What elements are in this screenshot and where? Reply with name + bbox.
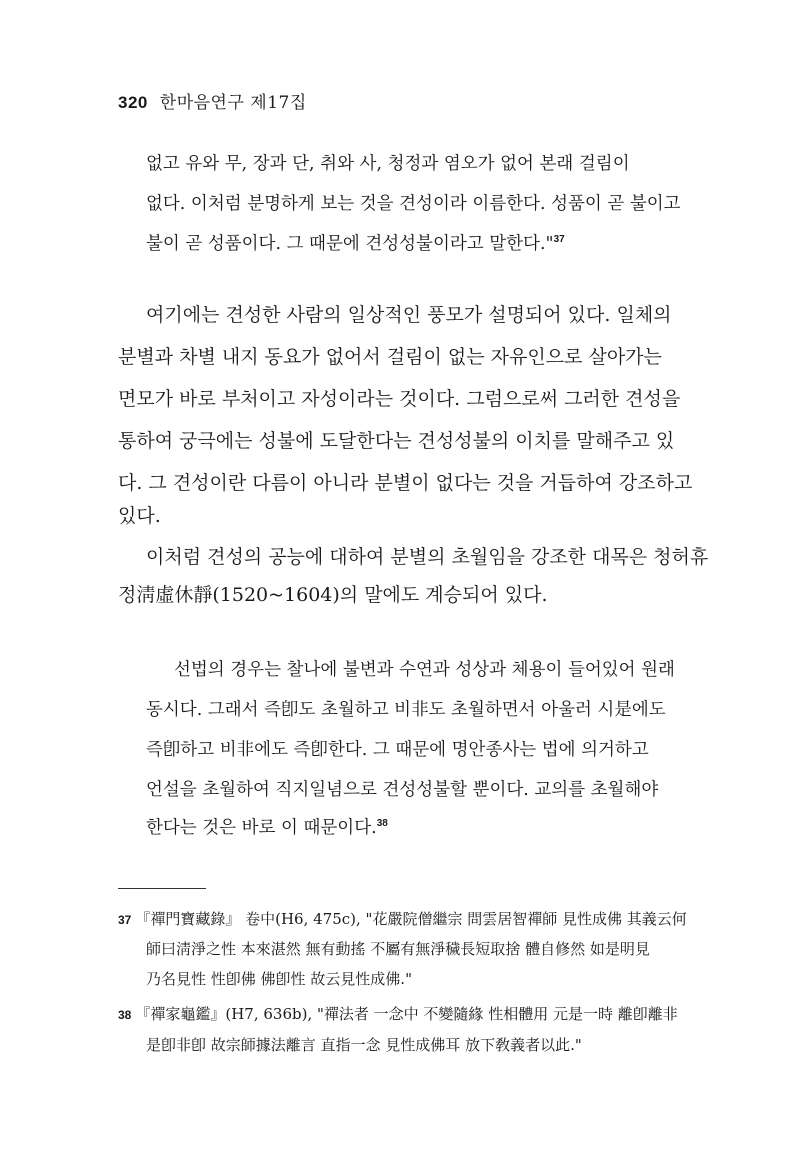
quote2-line-text: 한다는 것은 바로 이 때문이다. (146, 818, 377, 838)
journal-title: 한마음연구 제17집 (159, 93, 307, 113)
footnote-ref-37[interactable]: 37 (553, 234, 565, 246)
quote2-line: 즉卽하고 비非에도 즉卽한다. 그 때문에 명안종사는 법에 의거하고 (146, 740, 649, 760)
quote1-line-last (146, 230, 565, 255)
page-number: 320 (118, 93, 148, 112)
footnote-divider (118, 888, 206, 889)
footnote-text: 師曰淸淨之性 本來湛然 無有動搖 不屬有無淨穢長短取捨 體自修然 如是明見 (146, 940, 650, 958)
quote1-line: 없다. 이처럼 분명하게 보는 것을 견성이라 이름한다. 성품이 곧 불이고 (146, 194, 681, 214)
quote1-line: 없고 유와 무, 장과 단, 취와 사, 청정과 염오가 없어 본래 걸림이 (146, 154, 630, 174)
body-line: 분별과 차별 내지 동요가 없어서 걸림이 없는 자유인으로 살아가는 (118, 346, 662, 368)
quote2-line: 언설을 초월하여 직지일념으로 견성성불할 뿐이다. 교의를 초월해야 (146, 780, 659, 800)
body-line: 다. 그 견성이란 다름이 아니라 분별이 없다는 것을 거듭하여 강조하고 (118, 472, 693, 494)
footnote-number: 37 (118, 913, 132, 927)
footnote-number: 38 (118, 1008, 132, 1022)
footnote-text: 是卽非卽 故宗師據法離言 直指一念 見性成佛耳 放下敎義者以此." (146, 1036, 582, 1054)
footnote-text: 『禪家龜鑑』(H7, 636b), "禪法者 一念中 不變隨緣 性相體用 元是一時 離卽離非 (135, 1005, 678, 1023)
body-line: 이처럼 견성의 공능에 대하여 분별의 초월임을 강조한 대목은 청허휴 (146, 546, 709, 568)
footnote-38 (118, 1003, 678, 1024)
quote2-line-last (146, 814, 388, 839)
running-header (118, 88, 307, 113)
quote1-line-text: 불이 곧 성품이다. 그 때문에 견성성불이라고 말한다." (146, 234, 554, 254)
footnote-37 (118, 908, 687, 929)
body-line: 여기에는 견성한 사람의 일상적인 풍모가 설명되어 있다. 일체의 (146, 304, 672, 326)
footnote-text: 乃名見性 性卽佛 佛卽性 故云見性成佛." (146, 970, 412, 988)
footnote-text: 『禪門寶藏錄』 卷中(H6, 475c), "花嚴院僧繼宗 問雲居智禪師 見性成佛 其義云何 (135, 910, 687, 928)
footnote-ref-38[interactable]: 38 (376, 818, 388, 830)
body-line: 정淸虛休靜(1520~1604)의 말에도 계승되어 있다. (118, 584, 548, 606)
quote2-line: 선법의 경우는 찰나에 불변과 수연과 성상과 체용이 들어있어 원래 (174, 660, 675, 680)
quote2-line: 동시다. 그래서 즉卽도 초월하고 비非도 초월하면서 아울러 시是에도 (146, 700, 666, 720)
body-line: 면모가 바로 부처이고 자성이라는 것이다. 그럼으로써 그러한 견성을 (118, 388, 681, 410)
body-line: 통하여 궁극에는 성불에 도달한다는 견성성불의 이치를 말해주고 있 (118, 430, 675, 452)
body-line: 있다. (118, 505, 161, 527)
